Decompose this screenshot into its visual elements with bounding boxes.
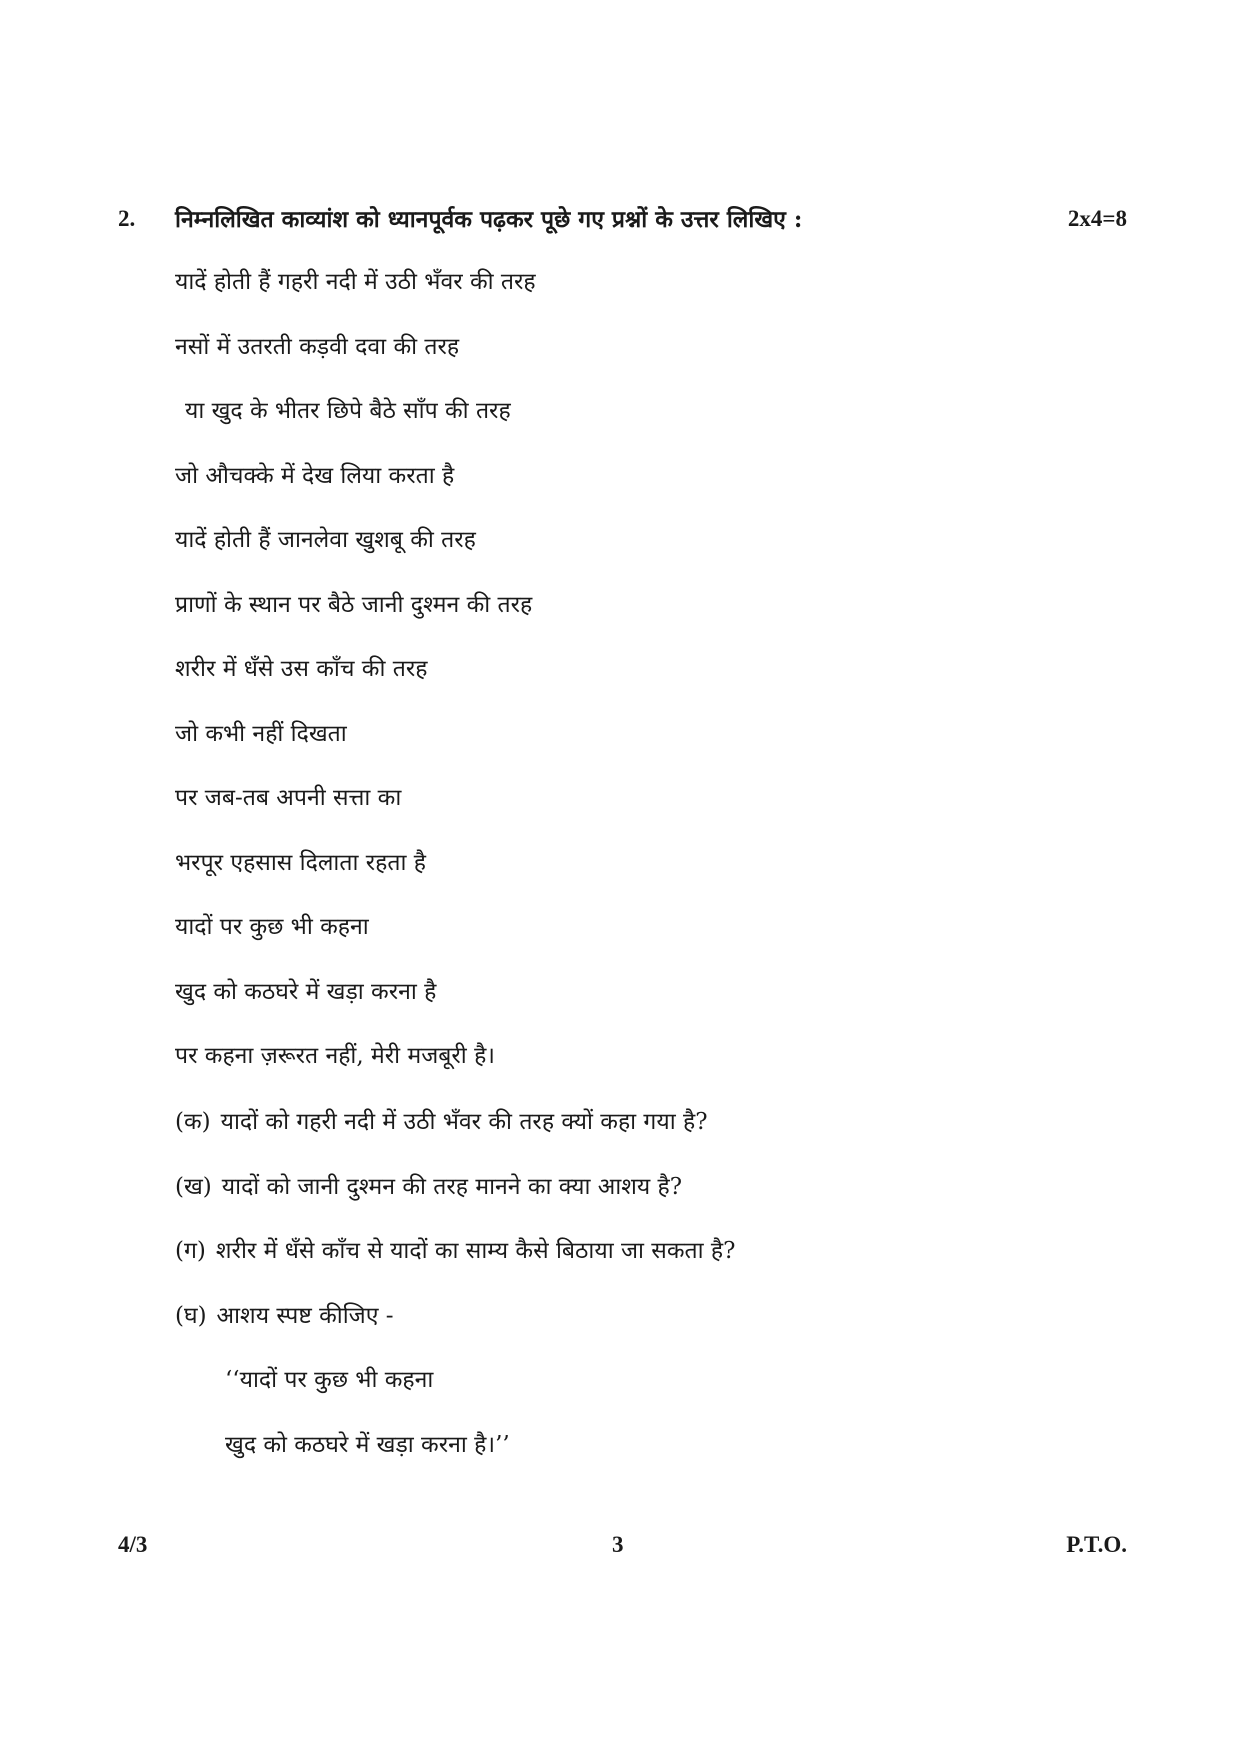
poem-line: पर कहना ज़रूरत नहीं, मेरी मजबूरी है।: [175, 1043, 496, 1069]
quote-line: खुद को कठघरे में खड़ा करना है।’’: [225, 1431, 510, 1458]
question-number: 2.: [118, 206, 136, 231]
sub-question-list: [175, 1104, 735, 1362]
sub-question-text: आशय स्पष्ट कीजिए -: [216, 1302, 394, 1329]
poem-line: यादें होती हैं जानलेवा खुशबू की तरह: [175, 527, 476, 553]
poem-line: नसों में उतरती कड़वी दवा की तरह: [175, 333, 460, 360]
poem-passage: [175, 264, 536, 1103]
poem-line: पर जब-तब अपनी सत्ता का: [175, 785, 402, 811]
sub-question-label: (घ): [175, 1302, 207, 1329]
poem-line: प्राणों के स्थान पर बैठे जानी दुश्मन की तरह: [175, 591, 533, 618]
sub-question-text: यादों को जानी दुश्मन की तरह मानने का क्या आशय है?: [221, 1173, 683, 1200]
poem-line: या खुद के भीतर छिपे बैठे साँप की तरह: [185, 398, 511, 424]
sub-question-gha: [175, 1298, 735, 1363]
sub-question-ka: [175, 1104, 735, 1169]
poem-line: यादें होती हैं गहरी नदी में उठी भँवर की तरह: [175, 269, 536, 295]
sub-question-kha: [175, 1169, 735, 1234]
quote-line: ‘‘यादों पर कुछ भी कहना: [225, 1367, 434, 1393]
poem-line: जो औचक्के में देख लिया करता है: [175, 462, 455, 489]
sub-question-label: (ग): [175, 1238, 206, 1264]
question-marks: 2x4=8: [1067, 206, 1127, 231]
poem-line: भरपूर एहसास दिलाता रहता है: [175, 849, 426, 876]
poem-line: यादों पर कुछ भी कहना: [175, 914, 369, 940]
paper-code: 4/3: [118, 1532, 148, 1557]
sub-question-label: (ख): [175, 1173, 212, 1200]
poem-line: जो कभी नहीं दिखता: [175, 720, 347, 747]
quoted-lines: [225, 1362, 510, 1491]
sub-question-text: यादों को गहरी नदी में उठी भँवर की तरह क्यों कहा गया है?: [220, 1109, 708, 1135]
poem-line: शरीर में धँसे उस काँच की तरह: [175, 656, 428, 682]
sub-question-text: शरीर में धँसे काँच से यादों का साम्य कैसे बिठाया जा सकता है?: [215, 1238, 736, 1264]
question-instruction: निम्नलिखित काव्यांश को ध्यानपूर्वक पढ़कर पूछे गए प्रश्नों के उत्तर लिखिए :: [175, 206, 803, 233]
sub-question-ga: [175, 1233, 735, 1298]
page-number: 3: [612, 1532, 624, 1557]
poem-line: खुद को कठघरे में खड़ा करना है: [175, 978, 437, 1005]
please-turn-over: P.T.O.: [1066, 1532, 1127, 1557]
sub-question-label: (क): [175, 1109, 211, 1135]
